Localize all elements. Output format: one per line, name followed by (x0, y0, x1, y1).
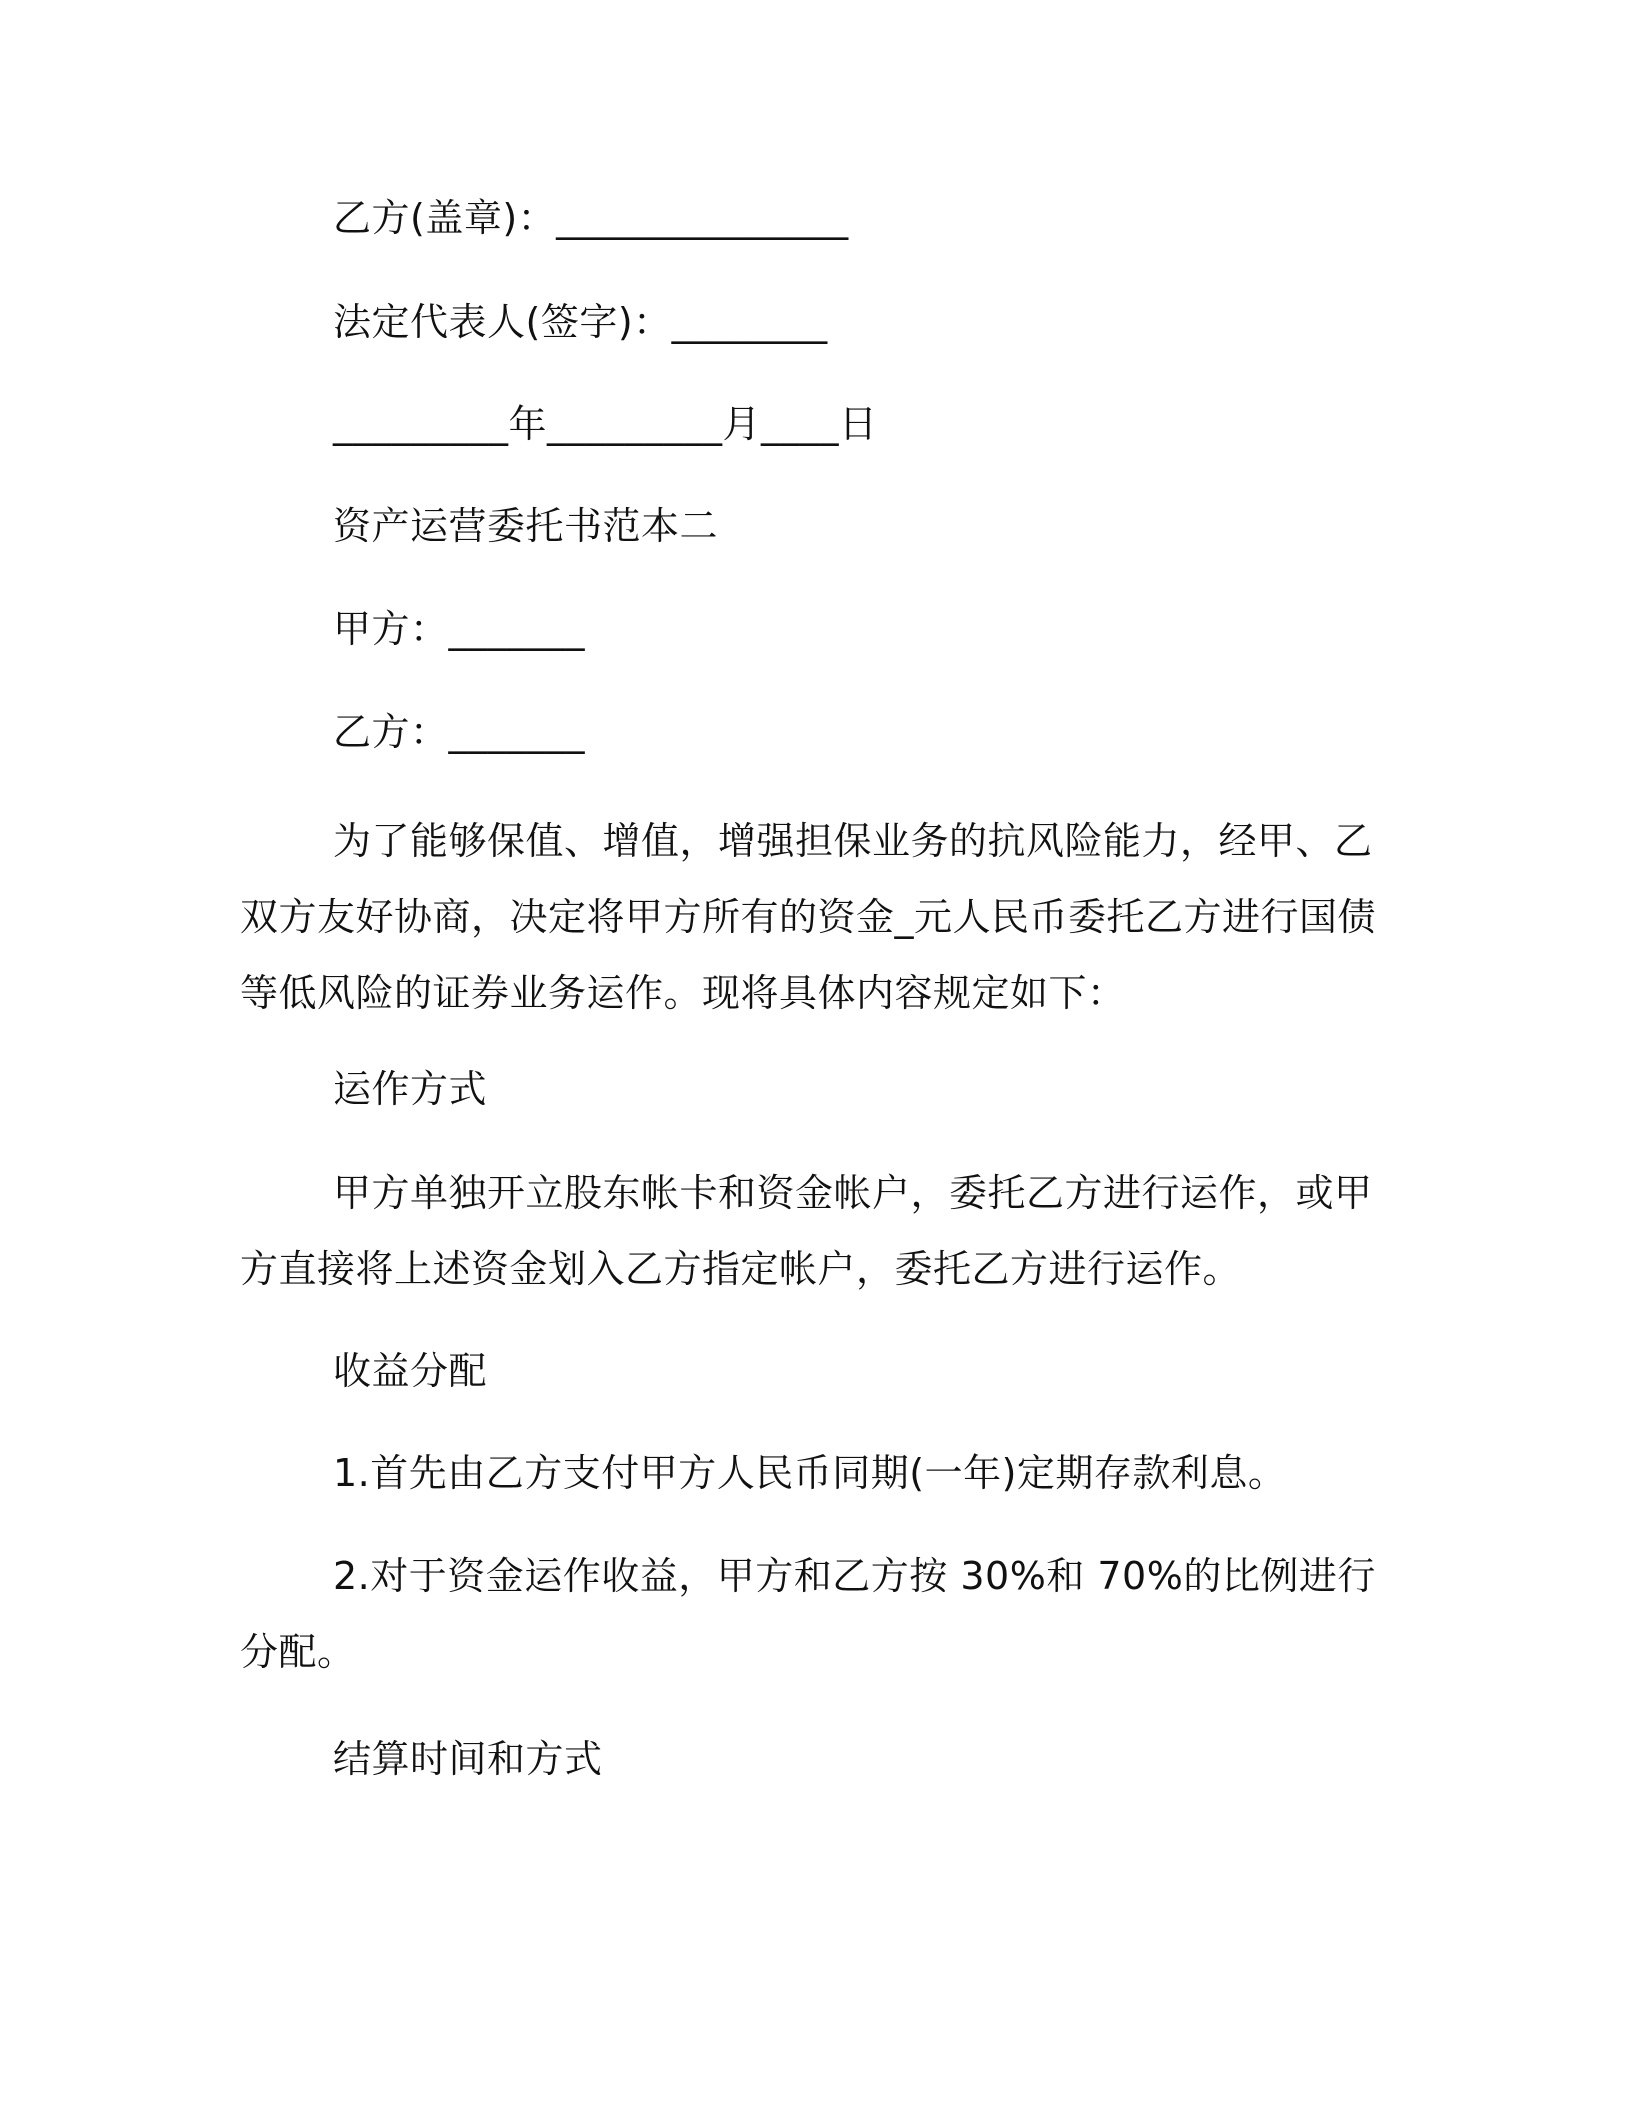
legal-representative-signature-line: 法定代表人(签字)：________ (333, 300, 828, 344)
income-item-1: 1.首先由乙方支付甲方人民币同期(一年)定期存款利息。 (333, 1451, 1287, 1495)
settlement-heading: 结算时间和方式 (333, 1737, 603, 1781)
income-item-2: 2.对于资金运作收益，甲方和乙方按 30%和 70%的比例进行分配。 (240, 1554, 1376, 1674)
party-b-seal-line: 乙方(盖章)：_______________ (333, 196, 849, 240)
intro-paragraph: 为了能够保值、增值，增强担保业务的抗风险能力，经甲、乙双方友好协商，决定将甲方所有的资金_元人民币委托乙方进行国债等低风险的证券业务运作。现将具体内容规定如下： (240, 819, 1377, 1015)
operation-heading: 运作方式 (333, 1067, 488, 1111)
income-heading: 收益分配 (333, 1349, 488, 1393)
operation-paragraph: 甲方单独开立股东帐卡和资金帐户，委托乙方进行运作，或甲方直接将上述资金划入乙方指定帐户，委托乙方进行运作。 (240, 1171, 1373, 1291)
party-b-line: 乙方：_______ (333, 710, 586, 754)
date-line: _________年_________月____日 (333, 402, 878, 446)
template-title: 资产运营委托书范本二 (333, 504, 719, 548)
party-a-line: 甲方：_______ (333, 607, 586, 651)
